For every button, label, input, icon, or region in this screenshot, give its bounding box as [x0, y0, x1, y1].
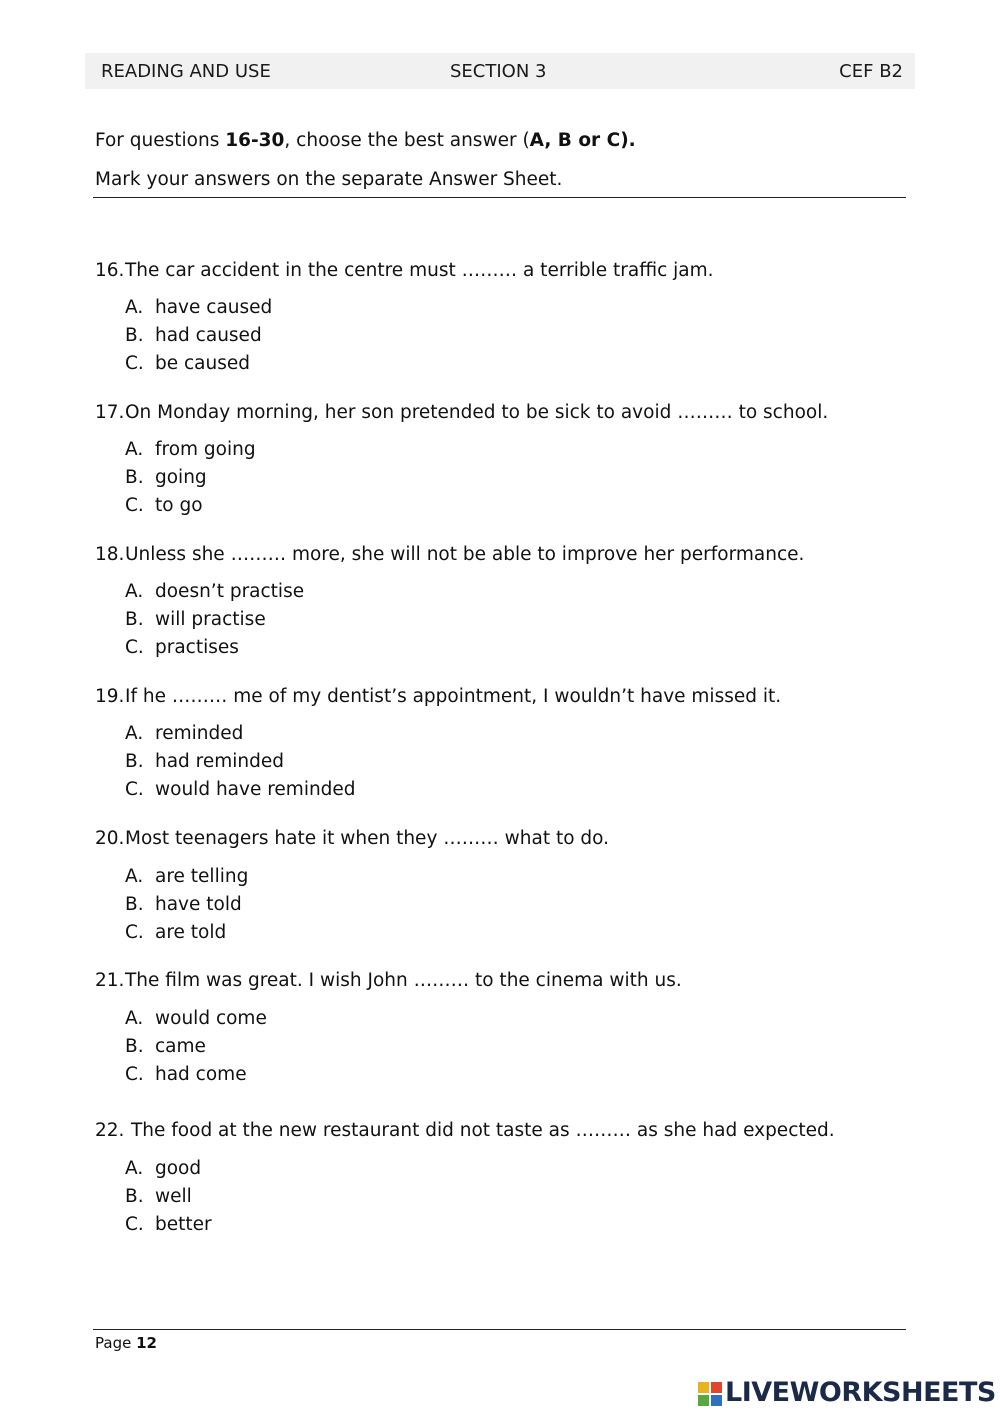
answer-choices: A, B or C).	[529, 130, 636, 151]
instructions-line-1: For questions 16-30, choose the best answer (A, B or C).	[95, 130, 636, 151]
liveworksheets-blocks-icon	[698, 1382, 722, 1406]
question-number: 20.	[95, 828, 125, 849]
header-level: CEF B2	[839, 61, 903, 82]
instructions-line-2: Mark your answers on the separate Answer Sheet.	[95, 169, 563, 190]
option-18-a[interactable]: A. doesn’t practise	[125, 581, 305, 602]
question-number: 18.	[95, 544, 125, 565]
option-19-c[interactable]: C. would have reminded	[125, 779, 356, 800]
option-18-c[interactable]: C. practises	[125, 637, 239, 658]
option-22-b[interactable]: B. well	[125, 1186, 192, 1207]
question-number: 16.	[95, 260, 125, 281]
option-21-c[interactable]: C. had come	[125, 1064, 247, 1085]
option-17-c[interactable]: C. to go	[125, 495, 203, 516]
option-20-a[interactable]: A. are telling	[125, 866, 249, 887]
question-19	[95, 686, 781, 707]
question-number: 19.	[95, 686, 125, 707]
option-16-b[interactable]: B. had caused	[125, 325, 262, 346]
question-number: 17.	[95, 402, 125, 423]
footer-divider	[93, 1329, 906, 1330]
option-18-b[interactable]: B. will practise	[125, 609, 266, 630]
question-18	[95, 544, 804, 565]
header-left: READING AND USE	[101, 61, 271, 82]
option-17-b[interactable]: B. going	[125, 467, 207, 488]
question-text: On Monday morning, her son pretended to be sick to avoid ……… to school.	[125, 402, 829, 423]
option-22-a[interactable]: A. good	[125, 1158, 202, 1179]
question-17	[95, 402, 828, 423]
question-text: The film was great. I wish John ……… to the cinema with us.	[125, 970, 682, 991]
option-22-c[interactable]: C. better	[125, 1214, 212, 1235]
question-21	[95, 970, 682, 991]
question-number: 22.	[95, 1120, 125, 1141]
brand-text: LIVEWORKSHEETS	[725, 1377, 996, 1408]
question-text: If he ……… me of my dentist’s appointment, I wouldn’t have missed it.	[125, 686, 782, 707]
option-17-a[interactable]: A. from going	[125, 439, 256, 460]
instructions-divider	[93, 197, 906, 198]
page-number: Page 12	[95, 1334, 157, 1352]
option-21-b[interactable]: B. came	[125, 1036, 206, 1057]
option-19-b[interactable]: B. had reminded	[125, 751, 285, 772]
option-20-b[interactable]: B. have told	[125, 894, 242, 915]
option-21-a[interactable]: A. would come	[125, 1008, 267, 1029]
option-16-a[interactable]: A. have caused	[125, 297, 273, 318]
question-22	[95, 1120, 835, 1141]
question-range: 16-30	[225, 130, 285, 151]
option-20-c[interactable]: C. are told	[125, 922, 227, 943]
header-bar	[85, 53, 915, 89]
option-16-c[interactable]: C. be caused	[125, 353, 251, 374]
header-section: SECTION 3	[450, 61, 547, 82]
question-text: Unless she ……… more, she will not be able to improve her performance.	[125, 544, 805, 565]
question-20	[95, 828, 609, 849]
question-16	[95, 260, 714, 281]
question-text: The car accident in the centre must ……… a terrible traffic jam.	[125, 260, 714, 281]
question-text: The food at the new restaurant did not taste as ……… as she had expected.	[131, 1120, 835, 1141]
question-text: Most teenagers hate it when they ……… what to do.	[125, 828, 610, 849]
option-19-a[interactable]: A. reminded	[125, 723, 244, 744]
question-number: 21.	[95, 970, 125, 991]
